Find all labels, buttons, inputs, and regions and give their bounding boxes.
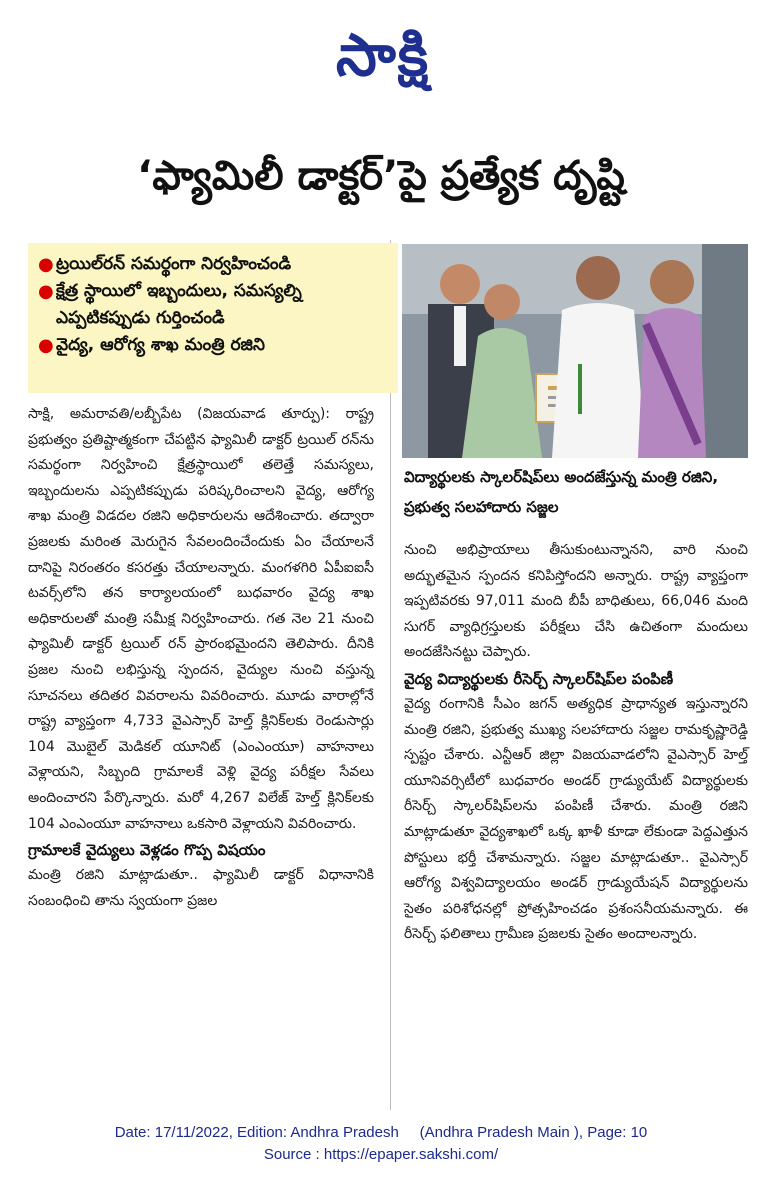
highlight-item	[38, 251, 388, 278]
edition-footer	[0, 1122, 762, 1170]
article-column-left	[28, 402, 374, 1110]
article-paragraph: మంత్రి రజిని మాట్లాడుతూ.. ఫ్యామిలీ డాక్టర్ విధానానికి సంబంధించి తాను స్వయంగా ప్రజల	[28, 867, 374, 909]
highlight-text: ట్రయిల్‌రన్ సమర్థంగా నిర్వహించండి	[56, 254, 292, 274]
edition-date-line: Date: 17/11/2022, Edition: Andhra Pradesh (Andhra Pradesh Main ), Page: 10	[114, 1124, 648, 1141]
highlight-item	[38, 278, 388, 332]
article-subheading: గ్రామాలకే వైద్యులు వెళ్లడం గొప్ప విషయం	[28, 841, 266, 860]
bullet-icon: ●	[38, 254, 54, 275]
photo-illustration	[402, 244, 748, 458]
highlights-box	[28, 243, 398, 393]
article-photo	[402, 244, 748, 458]
article-subheading: వైద్య విద్యార్థులకు రీసెర్చ్ స్కాలర్‌షిప్‌ల పంపిణీ	[404, 669, 674, 688]
highlight-text: వైద్య, ఆరోగ్య శాఖ మంత్రి రజిని	[56, 335, 265, 355]
source-link[interactable]: Source : https://epaper.sakshi.com/	[263, 1146, 499, 1163]
bullet-icon: ●	[38, 335, 54, 356]
highlight-item	[38, 332, 388, 359]
bullet-icon: ●	[38, 281, 54, 302]
highlight-text: క్షేత్ర స్థాయిలో ఇబ్బందులు, సమస్యల్ని ఎప్పటికప్పుడు గుర్తించండి	[56, 281, 302, 328]
article-column-right	[404, 538, 748, 1110]
masthead	[0, 0, 762, 118]
article-paragraph: నుంచి అభిప్రాయాలు తీసుకుంటున్నానని, వారి నుంచి అద్భుతమైన స్పందన కనిపిస్తోందని అన్నారు. రాష్ట్ర వ్యాప్తంగా ఇప్పటివరకు 97,011 మంది బీపీ బాధితులు, 66,046 మంది సుగర్ వ్యాధిగ్రస్తులకు పరీక్షలు చేసి ఉచితంగా మందులు అందజేసినట్టు చెప్పారు.	[404, 542, 748, 661]
article-paragraph: సాక్షి, అమరావతి/లబ్బీపేట (విజయవాడ తూర్పు): రాష్ట్ర ప్రభుత్వం ప్రతిష్టాత్మకంగా చేపట్టిన ఫ్యామిలీ డాక్టర్ ట్రయిల్ రన్‌ను సమర్థంగా నిర్వహించి క్షేత్రస్థాయిలో తలెత్తే సమస్యలు, ఇబ్బందులను ఎప్పటికప్పుడు పరిష్కరించాలని వైద్య, ఆరోగ్య శాఖ మంత్రి విడదల రజిని అధికారులను ఆదేశించారు. తద్వారా ప్రజలకు మరింత మెరుగైన సేవలందించేందుకు ఏం చేయాలనే దానిపై నిరంతరం కసరత్తు చేయాలన్నారు. మంగళగిరి ఏపీఐఐసీ టవర్స్‌లోని తన కార్యాలయంలో బుధవారం వైద్య శాఖ అధికారులతో మంత్రి సమీక్ష నిర్వహించారు. గత నెల 21 నుంచి ఫ్యామిలీ డాక్టర్ ట్రయిల్ రన్ ప్రారంభమైందని తెలిపారు. దీనికి ప్రజల నుంచి లభిస్తున్న స్పందన, వైద్యుల నుంచి వస్తున్న సూచనలు తదితర వివరాలను వివరించారు. మూడు వారాల్లోనే రాష్ట్ర వ్యాప్తంగా 4,733 వైఎస్సార్ హెల్త్ క్లినిక్‌లకు రెండుసార్లు 104 మొబైల్ మెడికల్ యూనిట్ (ఎంఎంయూ) వాహనాలు వెళ్లాయని, సిబ్బంది గ్రామాలకే వెళ్లి వైద్య పరీక్షల సేవలు అందించారని పేర్కొన్నారు. మరో 4,267 విలేజ్ హెల్త్ క్లినిక్‌లకు 104 ఎంఎంయూ వాహనాలు ఒకసారి వెళ్లాయని వివరించారు.	[28, 406, 374, 832]
photo-caption: విద్యార్థులకు స్కాలర్‌షిప్‌లు అందజేస్తున్న మంత్రి రజిని, ప్రభుత్వ సలహాదారు సజ్జల	[404, 468, 719, 516]
article-paragraph: వైద్య రంగానికి సీఎం జగన్ అత్యధిక ప్రాధాన్యత ఇస్తున్నారని మంత్రి రజిని, ప్రభుత్వ ముఖ్య సలహాదారు సజ్జల రామకృష్ణారెడ్డి స్పష్టం చేశారు. ఎన్టీఆర్ జిల్లా విజయవాడలోని వైఎస్సార్ హెల్త్ యూనివర్సిటీలో బుధవారం అండర్ గ్రాడ్యుయేట్ విద్యార్థులకు రీసెర్చ్ స్కాలర్‌షిప్‌లను పంపిణీ చేశారు. మంత్రి రజిని మాట్లాడుతూ వైద్యశాఖలో ఒక్క ఖాళీ కూడా లేకుండా పెద్దఎత్తున పోస్టులు భర్తీ చేశామన్నారు. సజ్జల మాట్లాడుతూ.. వైఎస్సార్ ఆరోగ్య విశ్వవిద్యాలయం అండర్ గ్రాడ్యుయేషన్ విద్యార్థులను సైతం పరిశోధనల్లో ప్రోత్సహించడం ప్రశంసనీయమన్నారు. ఈ రీసెర్చ్ ఫలితాలు గ్రామీణ ప్రజలకు సైతం అందాలన్నారు.	[404, 695, 748, 943]
sakshi-logo: సాక్షి	[335, 21, 431, 89]
article-headline: ‘ఫ్యామిలీ డాక్టర్’పై ప్రత్యేక దృష్టి	[137, 153, 625, 199]
